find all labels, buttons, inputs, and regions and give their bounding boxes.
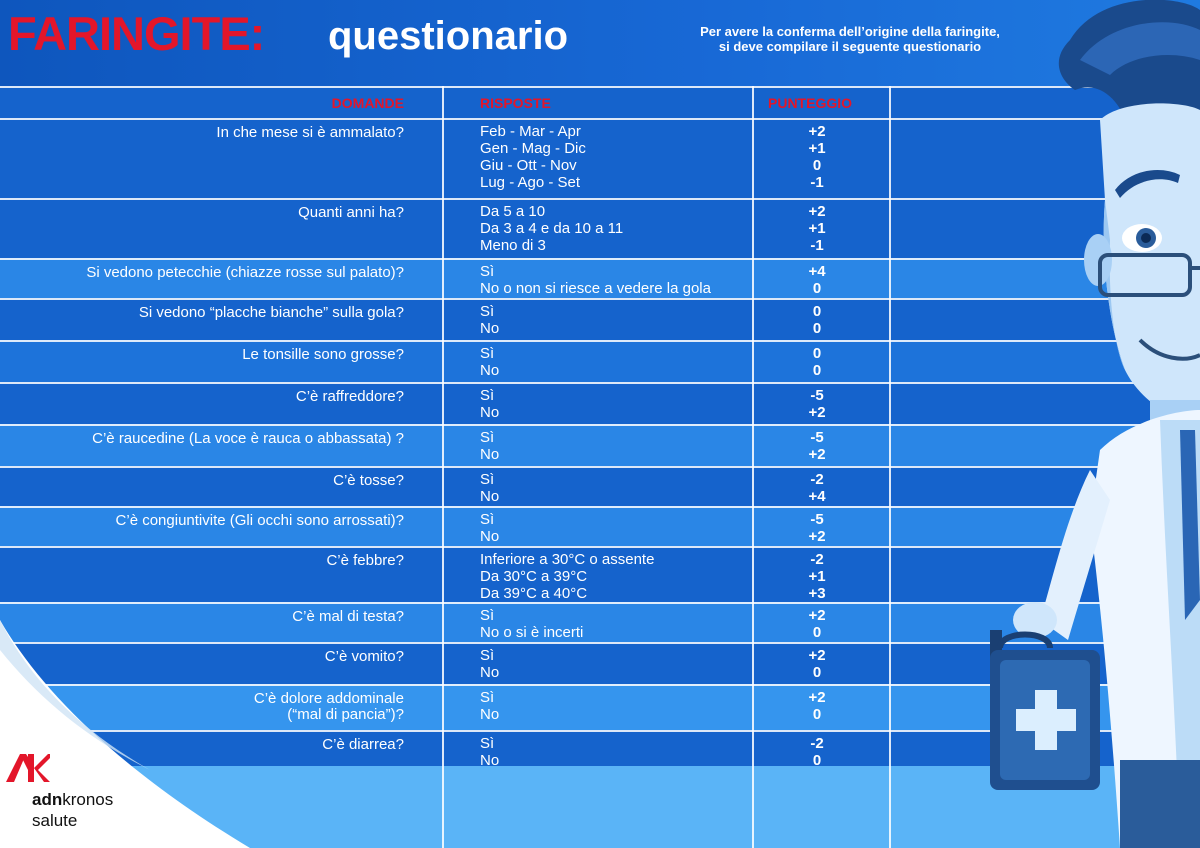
score-value: 0 [812, 752, 822, 769]
answer-option: Sì [480, 607, 495, 624]
question-line: C’è dolore addominale [253, 690, 404, 707]
score-value: +2 [808, 404, 826, 421]
answer-option: Da 3 a 4 e da 10 a 11 [480, 220, 624, 237]
answer-list [480, 647, 499, 681]
answer-list [480, 387, 499, 421]
intro-line-1: Per avere la conferma dell’origine della faringite, [700, 24, 1000, 39]
adnkronos-logo-icon [6, 752, 50, 786]
question-text [4, 347, 404, 363]
column-divider-1 [442, 86, 444, 848]
score-list [754, 551, 880, 602]
answer-option: No o si è incerti [480, 624, 584, 641]
score-value: 0 [812, 345, 822, 362]
question-line: Si vedono “placche bianche” sulla gola? [138, 304, 404, 321]
title-sub: questionario [328, 14, 569, 58]
score-value: -2 [810, 471, 824, 488]
question-text [4, 205, 404, 221]
score-value: 0 [812, 706, 822, 723]
question-line: C’è raucedine (La voce è rauca o abbassata) ? [92, 430, 404, 447]
answer-option: Sì [480, 345, 495, 362]
score-list [754, 607, 880, 641]
answer-option: Sì [480, 387, 495, 404]
question-line: (“mal di pancia”)? [287, 706, 404, 723]
score-value: +2 [808, 203, 826, 220]
score-list [754, 471, 880, 505]
score-value: 0 [812, 362, 822, 379]
score-value: -5 [810, 429, 824, 446]
logo-sub: salute [32, 811, 78, 830]
answer-list [480, 263, 711, 297]
score-value: +2 [808, 607, 826, 624]
question-text [4, 553, 404, 569]
question-text [4, 473, 404, 489]
answer-option: No [480, 404, 500, 421]
answer-option: No [480, 488, 500, 505]
score-list [754, 345, 880, 379]
answer-option: Da 39°C a 40°C [480, 585, 588, 602]
score-value: 0 [812, 624, 822, 641]
score-value: -2 [810, 735, 824, 752]
score-value: 0 [812, 157, 822, 174]
score-value: -2 [810, 551, 824, 568]
doctor-illustration [980, 0, 1200, 848]
answer-option: Sì [480, 735, 495, 752]
score-value: -1 [810, 237, 824, 254]
column-divider-2 [752, 86, 754, 848]
answer-option: No [480, 752, 500, 769]
answer-option: Sì [480, 303, 495, 320]
answer-option: Sì [480, 511, 495, 528]
question-line: In che mese si è ammalato? [216, 124, 404, 141]
question-text [4, 305, 404, 321]
score-value: +3 [808, 585, 826, 602]
score-value: +2 [808, 123, 826, 140]
score-value: +4 [808, 263, 826, 280]
score-value: 0 [812, 664, 822, 681]
answer-option: No [480, 528, 500, 545]
score-value: +1 [808, 140, 826, 157]
answer-list [480, 689, 499, 723]
logo-brand-bold: adn [32, 790, 63, 809]
answer-option: Sì [480, 471, 495, 488]
score-value: -1 [810, 174, 824, 191]
header-score: PUNTEGGIO [768, 95, 853, 111]
header-questions: DOMANDE [331, 95, 404, 111]
answer-option: Sì [480, 263, 495, 280]
question-text [4, 513, 404, 529]
question-text [4, 265, 404, 281]
answer-option: No [480, 706, 500, 723]
score-list [754, 647, 880, 681]
answer-option: No [480, 446, 500, 463]
answer-option: Sì [480, 647, 495, 664]
logo-brand [32, 790, 113, 810]
score-value: -5 [810, 387, 824, 404]
score-list [754, 203, 880, 254]
answer-option: Sì [480, 689, 495, 706]
answer-option: Feb - Mar - Apr [480, 123, 581, 140]
header-answers: RISPOSTE [480, 95, 551, 111]
score-list [754, 387, 880, 421]
question-line: C’è raffreddore? [295, 388, 404, 405]
answer-option: No o non si riesce a vedere la gola [480, 280, 711, 297]
answer-option: Inferiore a 30°C o assente [480, 551, 655, 568]
answer-list [480, 607, 583, 641]
score-value: +1 [808, 220, 826, 237]
column-divider-3 [889, 86, 891, 848]
score-list [754, 429, 880, 463]
answer-option: No [480, 664, 500, 681]
answer-option: No [480, 320, 500, 337]
answer-list [480, 511, 499, 545]
score-value: +2 [808, 528, 826, 545]
title-main: FARINGITE: [8, 7, 265, 60]
score-value: 0 [812, 320, 822, 337]
question-line: Le tonsille sono grosse? [242, 346, 404, 363]
score-list [754, 735, 880, 769]
question-text [4, 125, 404, 141]
score-list [754, 123, 880, 191]
answer-list [480, 429, 499, 463]
question-line: Si vedono petecchie (chiazze rosse sul palato)? [86, 264, 404, 281]
score-list [754, 511, 880, 545]
answer-list [480, 735, 499, 769]
answer-list [480, 345, 499, 379]
answer-list [480, 303, 499, 337]
answer-option: Giu - Ott - Nov [480, 157, 577, 174]
answer-option: Sì [480, 429, 495, 446]
score-list [754, 689, 880, 723]
answer-list [480, 203, 623, 254]
score-value: +2 [808, 647, 826, 664]
logo-brand-rest: kronos [62, 790, 114, 809]
question-line: C’è diarrea? [322, 736, 404, 753]
answer-option: Meno di 3 [480, 237, 546, 254]
score-value: +4 [808, 488, 826, 505]
question-line: C’è vomito? [324, 648, 404, 665]
answer-option: Gen - Mag - Dic [480, 140, 586, 157]
score-value: +2 [808, 689, 826, 706]
answer-option: No [480, 362, 500, 379]
answer-list [480, 123, 586, 191]
score-list [754, 263, 880, 297]
intro-line-2: si deve compilare il seguente questionario [718, 39, 982, 54]
question-line: C’è mal di testa? [292, 608, 404, 625]
score-value: -5 [810, 511, 824, 528]
answer-option: Lug - Ago - Set [480, 174, 581, 191]
answer-list [480, 551, 654, 602]
score-value: 0 [812, 280, 822, 297]
question-line: C’è febbre? [326, 552, 404, 569]
answer-option: Da 5 a 10 [480, 203, 546, 220]
question-line: C’è tosse? [333, 472, 404, 489]
question-text [4, 431, 404, 447]
score-value: +1 [808, 568, 826, 585]
answer-list [480, 471, 499, 505]
score-list [754, 303, 880, 337]
question-text [4, 389, 404, 405]
answer-option: Da 30°C a 39°C [480, 568, 588, 585]
score-value: +2 [808, 446, 826, 463]
question-line: Quanti anni ha? [298, 204, 404, 221]
question-line: C’è congiuntivite (Gli occhi sono arrossati)? [115, 512, 404, 529]
score-value: 0 [812, 303, 822, 320]
